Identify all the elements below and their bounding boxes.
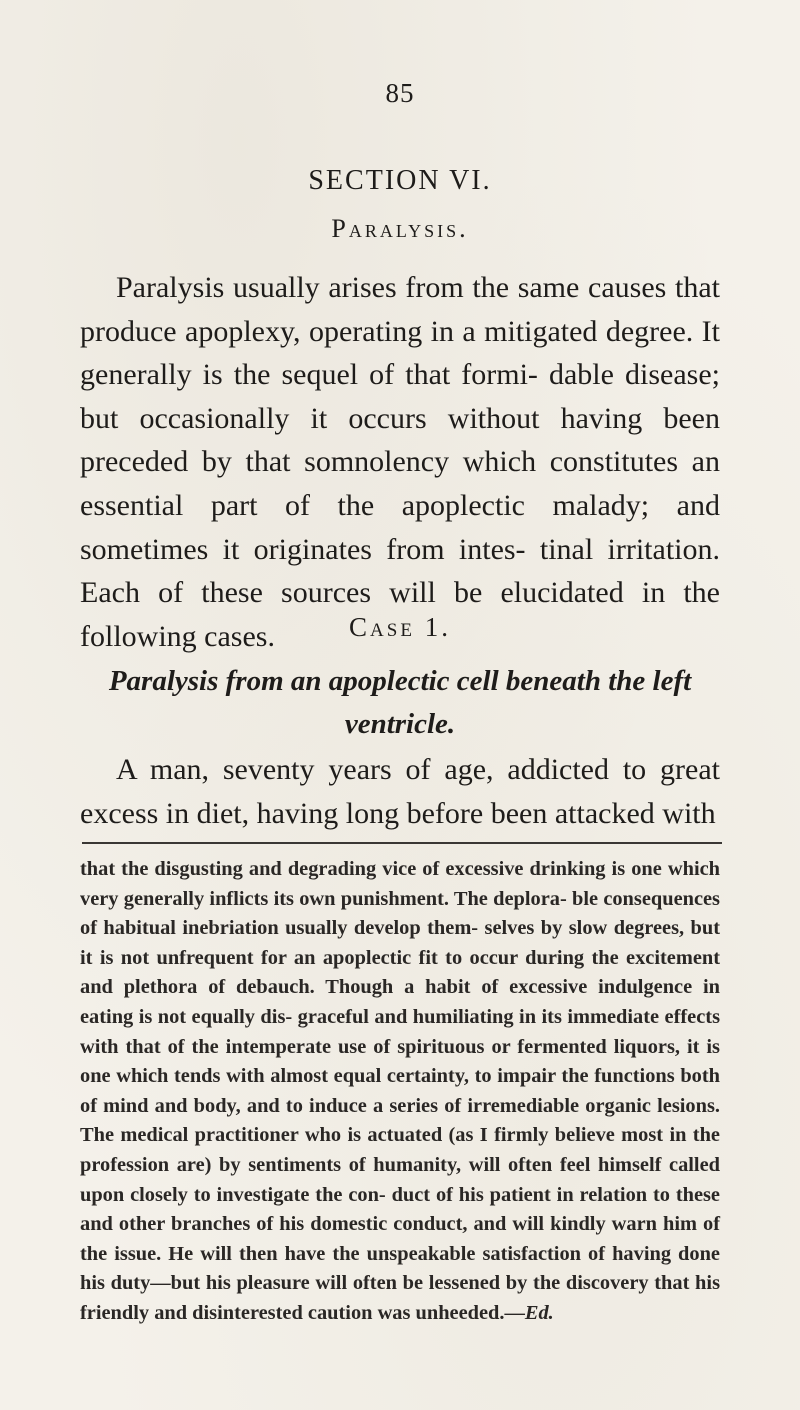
- section-heading: SECTION VI.: [308, 165, 492, 196]
- page-number: 85: [385, 78, 415, 108]
- footnote-signature: Ed.: [524, 1301, 554, 1324]
- intro-paragraph: Paralysis usually arises from the same causes that produce apoplexy, operating in a mitigated degree. It generally is the sequel of that formi- dable disease; but occasionally it occurs without having been preceded by that somnolency which constitutes an essential part of the apoplectic malady; and sometimes it originates from intes- tinal irritation. Each of these sources will be elucidated in the following cases.: [80, 271, 720, 653]
- footnote-text: that the disgusting and degrading vice of excessive drinking is one which very generally inflicts its own punishment. The deplora- ble consequences of habitual inebriation usually develop them- selves by slow degrees, but it is not unfrequent for an apoplectic fit to occur during the excitement and plethora of debauch. Though a habit of excessive indulgence in eating is not equally dis- graceful and humiliating in its immediate effects with that of the intemperate use of spirituous or fermented liquors, it is one which tends with almost equal certainty, to impair the functions both of mind and body, and to induce a series of irremediable organic lesions. The medical practitioner who is actuated (as I firmly believe most in the profession are) by sentiments of humanity, will often feel himself called upon closely to investigate the con- duct of his patient in relation to these and other branches of his domestic conduct, and will kindly warn him of the issue. He will then have the unspeakable satisfaction of having done his duty—but his pleasure will often be lessened by the discovery that his friendly and disinterested caution was unheeded.—: [80, 858, 720, 1324]
- footnote: [80, 855, 720, 1329]
- section-title: Paralysis.: [331, 214, 469, 243]
- case-title: Paralysis from an apoplectic cell beneath the left ventricle.: [108, 665, 692, 740]
- case-paragraph: A man, seventy years of age, addicted to great excess in diet, having long before been attacked with: [80, 753, 720, 830]
- case-heading: Case 1.: [349, 612, 451, 642]
- footnote-divider: [82, 842, 722, 844]
